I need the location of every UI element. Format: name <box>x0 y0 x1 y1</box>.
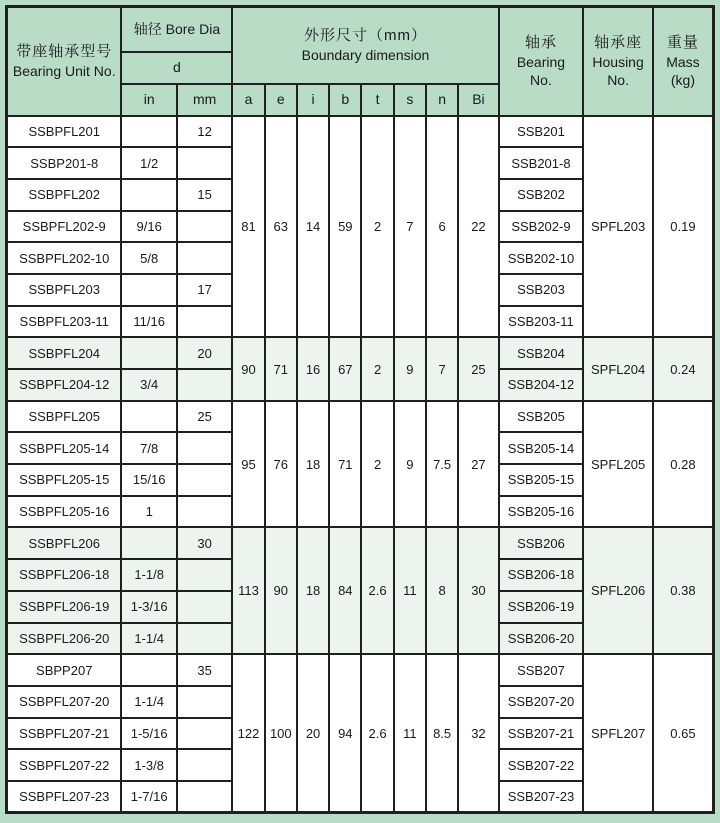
bore-mm-cell <box>177 147 232 179</box>
unit-no-cell: SSBPFL206-19 <box>7 591 122 623</box>
unit-no-cell: SSBPFL207-23 <box>7 781 122 813</box>
bearing-no-cell: SSB207-23 <box>499 781 584 813</box>
dim-cell: 90 <box>232 337 264 400</box>
unit-no-cell: SSBPFL205-16 <box>7 496 122 528</box>
col-header-dim-a: a <box>232 84 264 116</box>
bearing-no-cell: SSB201-8 <box>499 147 584 179</box>
bore-mm-cell: 30 <box>177 527 232 559</box>
bore-in-cell: 1-1/4 <box>121 623 176 655</box>
bore-mm-cell <box>177 432 232 464</box>
dim-cell: 2 <box>361 401 393 528</box>
table-header <box>7 7 714 116</box>
bore-mm-cell <box>177 781 232 813</box>
col-header-dim-b: b <box>329 84 361 116</box>
unit-no-cell: SSBPFL201 <box>7 116 122 148</box>
bore-mm-cell <box>177 559 232 591</box>
bore-mm-cell: 25 <box>177 401 232 433</box>
bearing-no-cell: SSB206-20 <box>499 623 584 655</box>
dim-cell: 94 <box>329 654 361 812</box>
col-header-mass <box>653 7 714 116</box>
dim-cell: 18 <box>297 527 329 654</box>
table-row <box>7 527 714 559</box>
bore-mm-cell <box>177 749 232 781</box>
bearing-no-cell: SSB207-22 <box>499 749 584 781</box>
bearing-no-cell: SSB207 <box>499 654 584 686</box>
dim-cell: 6 <box>426 116 458 338</box>
dim-cell: 11 <box>394 527 426 654</box>
bearing-no-cell: SSB202-9 <box>499 211 584 243</box>
col-header-dim-n: n <box>426 84 458 116</box>
mass-header-cn: 重量 <box>666 34 699 52</box>
table-row <box>7 116 714 148</box>
bearing-no-cell: SSB207-20 <box>499 686 584 718</box>
bore-in-cell: 1-3/16 <box>121 591 176 623</box>
bore-mm-cell <box>177 623 232 655</box>
bearing-no-cell: SSB204-12 <box>499 369 584 401</box>
bore-in-cell: 1-7/16 <box>121 781 176 813</box>
unit-no-cell: SSBPFL205-15 <box>7 464 122 496</box>
dim-cell: 76 <box>265 401 297 528</box>
dim-cell: 14 <box>297 116 329 338</box>
bore-in-cell: 7/8 <box>121 432 176 464</box>
bore-in-cell: 1-3/8 <box>121 749 176 781</box>
bore-mm-cell: 35 <box>177 654 232 686</box>
dim-cell: 71 <box>329 401 361 528</box>
bearing-no-cell: SSB205 <box>499 401 584 433</box>
table-body <box>7 116 714 813</box>
unit-no-cell: SSBPFL202 <box>7 179 122 211</box>
bearing-no-cell: SSB205-15 <box>499 464 584 496</box>
unit-no-cell: SSBPFL203-11 <box>7 306 122 338</box>
bore-mm-cell <box>177 496 232 528</box>
housing-no-cell: SPFL206 <box>583 527 653 654</box>
table-row <box>7 401 714 433</box>
unit-no-header-en: Bearing Unit No. <box>12 62 116 79</box>
bore-in-cell: 1/2 <box>121 147 176 179</box>
dim-cell: 20 <box>297 654 329 812</box>
unit-no-cell: SSBPFL202-9 <box>7 211 122 243</box>
unit-no-cell: SSBPFL206 <box>7 527 122 559</box>
dim-cell: 122 <box>232 654 264 812</box>
bearing-no-cell: SSB203 <box>499 274 584 306</box>
dim-cell: 113 <box>232 527 264 654</box>
unit-no-cell: SSBPFL207-22 <box>7 749 122 781</box>
col-header-bearing-no <box>499 7 584 116</box>
housing-header-en: Housing <box>592 53 644 70</box>
bore-in-cell <box>121 116 176 148</box>
dim-cell: 95 <box>232 401 264 528</box>
dim-cell: 7.5 <box>426 401 458 528</box>
mass-cell: 0.38 <box>653 527 714 654</box>
unit-no-cell: SSBP201-8 <box>7 147 122 179</box>
mass-cell: 0.65 <box>653 654 714 812</box>
unit-no-cell: SSBPFL207-21 <box>7 718 122 750</box>
bore-in-cell: 11/16 <box>121 306 176 338</box>
bearing-no-cell: SSB206-19 <box>499 591 584 623</box>
unit-no-cell: SSBPFL202-10 <box>7 242 122 274</box>
bore-in-cell: 1-5/16 <box>121 718 176 750</box>
bore-in-cell: 15/16 <box>121 464 176 496</box>
dim-cell: 59 <box>329 116 361 338</box>
bearing-no-cell: SSB203-11 <box>499 306 584 338</box>
bore-in-cell: 9/16 <box>121 211 176 243</box>
col-header-dim-e: e <box>265 84 297 116</box>
mass-cell: 0.19 <box>653 116 714 338</box>
dim-cell: 2.6 <box>361 527 393 654</box>
bore-in-cell <box>121 337 176 369</box>
mass-cell: 0.28 <box>653 401 714 528</box>
bore-in-cell <box>121 654 176 686</box>
dim-cell: 9 <box>394 337 426 400</box>
dim-cell: 90 <box>265 527 297 654</box>
bearing-no-cell: SSB205-14 <box>499 432 584 464</box>
dim-cell: 81 <box>232 116 264 338</box>
bearing-no-cell: SSB206-18 <box>499 559 584 591</box>
bore-mm-cell: 17 <box>177 274 232 306</box>
unit-no-cell: SSBPFL205-14 <box>7 432 122 464</box>
col-header-in: in <box>121 84 176 116</box>
col-header-unit-no <box>7 7 122 116</box>
bearing-header-cn: 轴承 <box>524 34 557 52</box>
bore-mm-cell <box>177 211 232 243</box>
mass-header-en: Mass <box>666 53 700 70</box>
bore-in-cell <box>121 401 176 433</box>
col-header-housing-no <box>583 7 653 116</box>
bore-mm-cell: 12 <box>177 116 232 148</box>
bore-mm-cell <box>177 591 232 623</box>
dim-cell: 32 <box>458 654 498 812</box>
housing-no-cell: SPFL204 <box>583 337 653 400</box>
bore-mm-cell <box>177 242 232 274</box>
bearing-no-cell: SSB205-16 <box>499 496 584 528</box>
housing-no-cell: SPFL203 <box>583 116 653 338</box>
unit-no-cell: SBPP207 <box>7 654 122 686</box>
dim-cell: 7 <box>426 337 458 400</box>
dim-cell: 16 <box>297 337 329 400</box>
dim-cell: 25 <box>458 337 498 400</box>
dim-cell: 7 <box>394 116 426 338</box>
dim-cell: 84 <box>329 527 361 654</box>
unit-no-header-cn: 带座轴承型号 <box>16 43 113 61</box>
bore-mm-cell <box>177 718 232 750</box>
bearing-no-cell: SSB204 <box>499 337 584 369</box>
bearing-no-cell: SSB206 <box>499 527 584 559</box>
bearing-spec-table <box>5 5 715 814</box>
col-header-d: d <box>121 52 232 84</box>
boundary-header-cn: 外形尺寸（mm） <box>303 27 427 45</box>
bore-in-cell <box>121 274 176 306</box>
unit-no-cell: SSBPFL207-20 <box>7 686 122 718</box>
col-header-dim-t: t <box>361 84 393 116</box>
unit-no-cell: SSBPFL204 <box>7 337 122 369</box>
bore-mm-cell <box>177 306 232 338</box>
bearing-no-cell: SSB201 <box>499 116 584 148</box>
bore-in-cell: 1-1/8 <box>121 559 176 591</box>
unit-no-cell: SSBPFL203 <box>7 274 122 306</box>
unit-no-cell: SSBPFL204-12 <box>7 369 122 401</box>
dim-cell: 18 <box>297 401 329 528</box>
boundary-header-en: Boundary dimension <box>301 46 430 63</box>
housing-no-cell: SPFL205 <box>583 401 653 528</box>
unit-no-cell: SSBPFL206-20 <box>7 623 122 655</box>
dim-cell: 8 <box>426 527 458 654</box>
col-header-mm: mm <box>177 84 232 116</box>
dim-cell: 67 <box>329 337 361 400</box>
bore-in-cell: 5/8 <box>121 242 176 274</box>
mass-cell: 0.24 <box>653 337 714 400</box>
dim-cell: 100 <box>265 654 297 812</box>
bore-mm-cell <box>177 464 232 496</box>
table-row <box>7 654 714 686</box>
col-header-dim-s: s <box>394 84 426 116</box>
dim-cell: 8.5 <box>426 654 458 812</box>
bearing-no-cell: SSB202 <box>499 179 584 211</box>
bore-in-cell: 3/4 <box>121 369 176 401</box>
col-header-dim-bi: Bi <box>458 84 498 116</box>
bore-mm-cell <box>177 686 232 718</box>
bore-mm-cell: 20 <box>177 337 232 369</box>
col-header-boundary <box>232 7 498 84</box>
dim-cell: 9 <box>394 401 426 528</box>
housing-header-cn: 轴承座 <box>594 34 643 52</box>
unit-no-cell: SSBPFL206-18 <box>7 559 122 591</box>
mass-header-unit: (kg) <box>670 72 695 88</box>
bearing-header-no: No. <box>530 72 552 88</box>
bore-in-cell <box>121 527 176 559</box>
dim-cell: 2.6 <box>361 654 393 812</box>
bearing-header-en: Bearing <box>516 53 566 70</box>
bore-mm-cell: 15 <box>177 179 232 211</box>
dim-cell: 30 <box>458 527 498 654</box>
bore-in-cell <box>121 179 176 211</box>
dim-cell: 2 <box>361 116 393 338</box>
bore-in-cell: 1-1/4 <box>121 686 176 718</box>
dim-cell: 27 <box>458 401 498 528</box>
dim-cell: 2 <box>361 337 393 400</box>
bearing-no-cell: SSB202-10 <box>499 242 584 274</box>
bore-mm-cell <box>177 369 232 401</box>
housing-no-cell: SPFL207 <box>583 654 653 812</box>
dim-cell: 22 <box>458 116 498 338</box>
bearing-no-cell: SSB207-21 <box>499 718 584 750</box>
housing-header-no: No. <box>607 72 629 88</box>
bore-in-cell: 1 <box>121 496 176 528</box>
col-header-bore-dia: 轴径 Bore Dia <box>121 7 232 52</box>
dim-cell: 11 <box>394 654 426 812</box>
col-header-dim-i: i <box>297 84 329 116</box>
dim-cell: 71 <box>265 337 297 400</box>
table-row <box>7 337 714 369</box>
unit-no-cell: SSBPFL205 <box>7 401 122 433</box>
header-row-1 <box>7 7 714 52</box>
dim-cell: 63 <box>265 116 297 338</box>
